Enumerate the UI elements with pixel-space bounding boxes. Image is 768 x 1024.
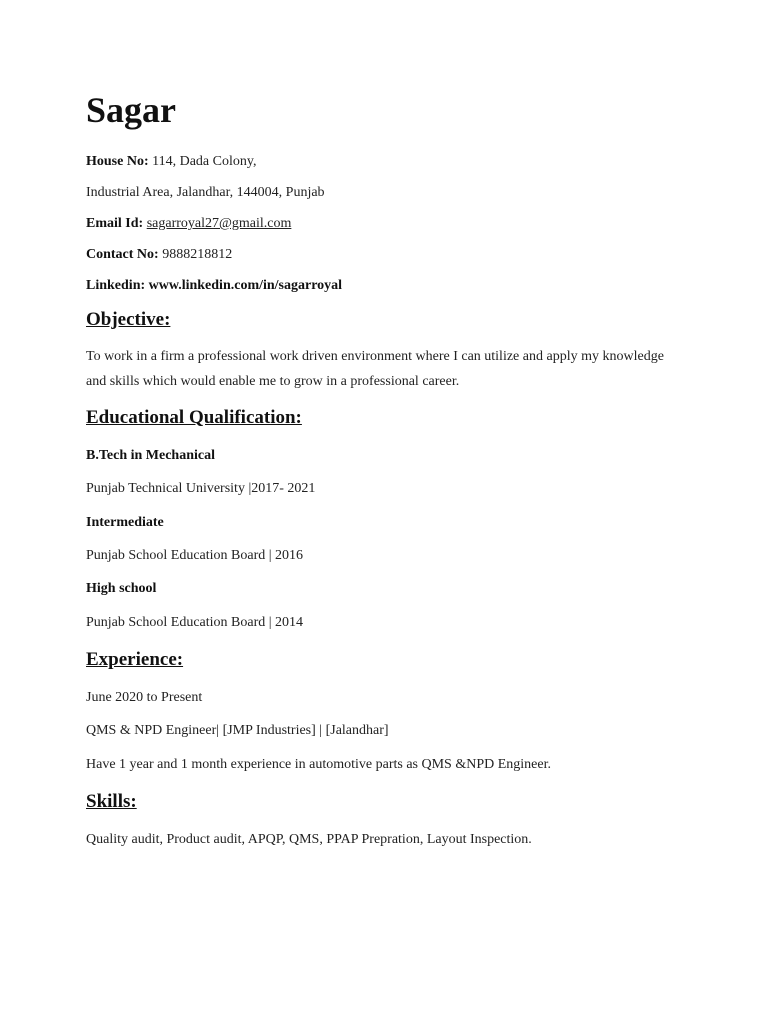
linkedin-value: www.linkedin.com/in/sagarroyal bbox=[145, 278, 343, 293]
experience-period: June 2020 to Present bbox=[86, 690, 203, 705]
candidate-name: Sagar bbox=[86, 90, 176, 130]
phone-line bbox=[86, 246, 232, 264]
email-line bbox=[86, 215, 291, 233]
address-line: Industrial Area, Jalandhar, 144004, Punjab bbox=[86, 185, 325, 200]
experience-role: QMS & NPD Engineer| [JMP Industries] | [Jalandhar] bbox=[86, 723, 389, 738]
experience-description: Have 1 year and 1 month experience in automotive parts as QMS &NPD Engineer. bbox=[86, 757, 551, 772]
linkedin-line bbox=[86, 277, 342, 295]
objective-text: To work in a firm a professional work driven environment where I can utilize and apply my knowledge and skills which would enable me to grow in a professional career. bbox=[86, 349, 664, 389]
education-item-detail: Punjab School Education Board | 2016 bbox=[86, 548, 304, 563]
experience-heading: Experience: bbox=[86, 649, 184, 670]
objective-heading: Objective: bbox=[86, 309, 171, 330]
education-item-title: Intermediate bbox=[86, 515, 164, 530]
email-link[interactable]: sagarroyal27@gmail.com bbox=[146, 216, 292, 231]
skills-text: Quality audit, Product audit, APQP, QMS, PPAP Prepration, Layout Inspection. bbox=[86, 832, 532, 847]
house-value: 114, Dada Colony, bbox=[148, 154, 257, 169]
linkedin-label: Linkedin: bbox=[86, 278, 146, 293]
phone-label: Contact No: bbox=[86, 247, 159, 262]
email-label: Email Id: bbox=[86, 216, 144, 231]
education-item-detail: Punjab School Education Board | 2014 bbox=[86, 615, 304, 630]
education-item-title: B.Tech in Mechanical bbox=[86, 448, 215, 463]
house-line bbox=[86, 153, 256, 171]
education-item-detail: Punjab Technical University |2017- 2021 bbox=[86, 481, 316, 496]
phone-value: 9888218812 bbox=[158, 247, 233, 262]
skills-heading: Skills: bbox=[86, 791, 137, 812]
house-label: House No: bbox=[86, 154, 149, 169]
education-item-title: High school bbox=[86, 581, 157, 596]
education-heading: Educational Qualification: bbox=[86, 407, 302, 428]
